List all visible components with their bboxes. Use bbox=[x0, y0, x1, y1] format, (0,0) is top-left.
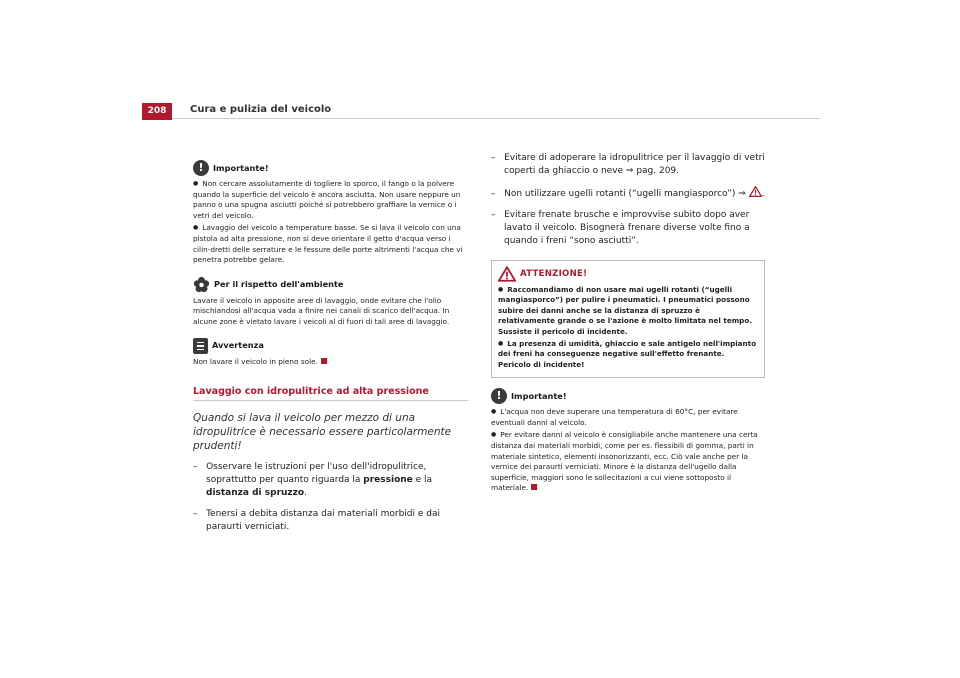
environment-header bbox=[193, 276, 468, 293]
list-item: – Evitare frenate brusche e improvvise subito dopo aver lavato il veicolo. Bisognerà frenare diverse volte fino a quando i freni “sono asciutti”. bbox=[491, 210, 750, 246]
important-title: Importante! bbox=[213, 162, 269, 173]
list-item: – Tenersi a debita distanza dai materiali morbidi e dai paraurti verniciati. bbox=[193, 508, 440, 532]
important-box bbox=[193, 160, 468, 266]
important-bullet: ● Non cercare assolutamente di togliere lo sporco, il fango o la polvere quando la superficie del veicolo è ancora asciutta. Non usare neppure un panno o una spugna asciutti poiché si potrebbero graffiare la vernice o i vetri del veicolo. bbox=[193, 179, 468, 221]
warning-triangle-icon bbox=[749, 186, 762, 197]
important-box-right bbox=[491, 388, 767, 494]
warning-bullet: ● Raccomandiamo di non usare mai ugelli rotanti (“ugelli mangiasporco”) per pulire i pneumatici. I pneumatici possono subire dei danni anche se la distanza di spruzzo è relativamente grande o se l'azione è molto limitata nel tempo. Sussiste il pericolo di incidente. bbox=[498, 285, 758, 337]
exclamation-icon: ! bbox=[491, 388, 507, 404]
end-mark bbox=[531, 484, 537, 490]
environment-box bbox=[193, 276, 468, 328]
right-column bbox=[491, 152, 767, 496]
environment-text: Lavare il veicolo in apposite aree di lavaggio, onde evitare che l'olio mischiandosi all'acqua vada a finire nei canali di scarico dell'acqua. In alcune zone è vietato lavare i veicoli al di fuori di tali aree di lavaggio. bbox=[193, 295, 450, 326]
end-mark bbox=[321, 358, 327, 364]
page-number: 208 bbox=[142, 103, 172, 120]
important-bullet: ● Per evitare danni al veicolo è consigliabile anche mantenere una certa distanza dai materiali morbidi, come per es. flessibili di gomma, parti in materiale sintetico, elementi insonorizzanti, ecc. Ciò vale anche per la vernice dei paraurti verniciati. Minore è la distanza dell'ugello dalla superficie, maggiori sono le sollecitazioni a cui viene sottoposto il materiale. bbox=[491, 430, 767, 494]
list-item: – Non utilizzare ugelli rotanti (“ugelli mangiasporco”) ⇒ . bbox=[491, 186, 767, 201]
note-header bbox=[193, 338, 468, 354]
important-bullet: ● L'acqua non deve superare una temperatura di 60°C, per evitare eventuali danni al veicolo. bbox=[491, 407, 767, 428]
environment-title: Per il rispetto dell'ambiente bbox=[214, 278, 344, 289]
note-icon bbox=[193, 338, 208, 354]
section-title: Lavaggio con idropulitrice ad alta pressione bbox=[193, 387, 468, 401]
important-header bbox=[193, 160, 468, 176]
important-bullet: ● Lavaggio del veicolo a temperature basse. Se si lava il veicolo con una pistola ad alta pressione, non si deve orientare il getto d'acqua verso i cilin-dretti delle serrature e le fessure delle porte altrimenti l'acqua che vi penetra potrebbe gelare. bbox=[193, 223, 468, 265]
note-text: Non lavare il veicolo in pieno sole. bbox=[193, 357, 468, 368]
section-intro: Quando si lava il veicolo per mezzo di una idropulitrice è necessario essere particolarmente prudenti! bbox=[193, 411, 452, 452]
warning-box bbox=[491, 260, 765, 378]
left-column bbox=[193, 160, 468, 534]
exclamation-icon: ! bbox=[193, 160, 209, 176]
note-title: Avvertenza bbox=[212, 340, 264, 351]
important-title: Importante! bbox=[511, 390, 567, 401]
warning-bullet: ● La presenza di umidità, ghiaccio e sale antigelo nell'impianto dei freni ha conseguenze negative sull'effetto frenante. Pericolo di incidente! bbox=[498, 339, 758, 370]
list-item: – Evitare di adoperare la idropulitrice per il lavaggio di vetri coperti da ghiaccio o neve ⇒ pag. 209. bbox=[491, 153, 765, 176]
warning-triangle-icon bbox=[498, 266, 516, 282]
list-item: – Osservare le istruzioni per l'uso dell'idropulitrice, soprattutto per quanto riguarda la pressione e la distanza di spruzzo. bbox=[193, 461, 433, 498]
warning-title: ATTENZIONE! bbox=[520, 268, 588, 279]
flower-icon bbox=[193, 276, 210, 293]
note-box bbox=[193, 338, 468, 368]
warning-header bbox=[498, 266, 758, 282]
header-rule bbox=[172, 118, 820, 119]
important-header bbox=[491, 388, 767, 404]
running-title: Cura e pulizia del veicolo bbox=[190, 104, 332, 115]
